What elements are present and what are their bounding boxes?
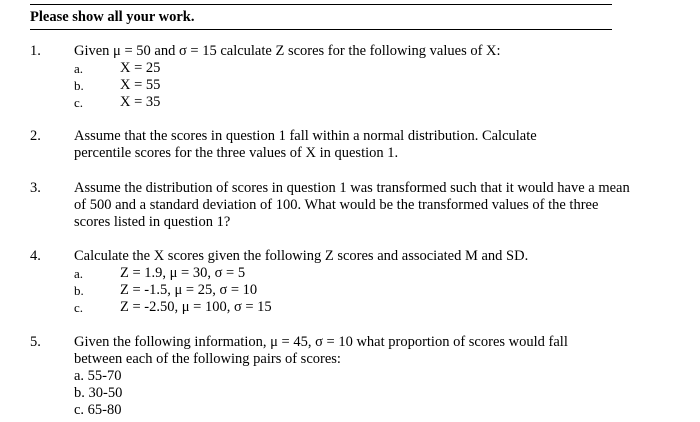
sub-item-value: Z = 1.9, μ = 30, σ = 5 — [120, 265, 246, 281]
sub-item-value: X = 55 — [120, 77, 161, 93]
heading-rule — [30, 29, 612, 30]
sub-item-letter: b. — [74, 78, 84, 93]
sub-item-letter: b. — [74, 283, 84, 298]
question-number: 1. — [30, 43, 41, 59]
question-text: Given μ = 50 and σ = 15 calculate Z scores for the following values of X: — [74, 43, 501, 59]
sub-item: c. 65-80 — [74, 402, 122, 418]
question-number: 3. — [30, 180, 41, 196]
question-number: 2. — [30, 128, 41, 144]
sub-item-value: X = 35 — [120, 94, 161, 110]
sub-item: a. 55-70 — [74, 368, 122, 384]
question-text: Calculate the X scores given the following Z scores and associated M and SD. — [74, 248, 529, 264]
question-text: Assume that the scores in question 1 fall within a normal distribution. Calculate percentile scores for the three values of X in question 1. — [74, 128, 537, 161]
question-text: Given the following information, μ = 45, σ = 10 what proportion of scores would fall between each of the following pairs of scores: — [74, 334, 568, 367]
sub-item-letter: c. — [74, 95, 84, 110]
sub-item-letter: a. — [74, 61, 84, 76]
sub-item-letter: a. — [74, 266, 84, 281]
question-number: 4. — [30, 248, 41, 264]
top-rule — [30, 4, 612, 5]
sub-item-value: Z = -1.5, μ = 25, σ = 10 — [120, 282, 258, 298]
question-text: Assume the distribution of scores in question 1 was transformed such that it would have a mean of 500 and a standard deviation of 100. What would be the transformed values of the three scores listed in question 1? — [74, 180, 630, 230]
sub-item-value: Z = -2.50, μ = 100, σ = 15 — [120, 299, 272, 315]
sub-item-value: X = 25 — [120, 60, 161, 76]
question-number: 5. — [30, 334, 41, 350]
sub-item: b. 30-50 — [74, 385, 123, 401]
page-heading: Please show all your work. — [30, 9, 195, 25]
sub-item-letter: c. — [74, 300, 84, 315]
